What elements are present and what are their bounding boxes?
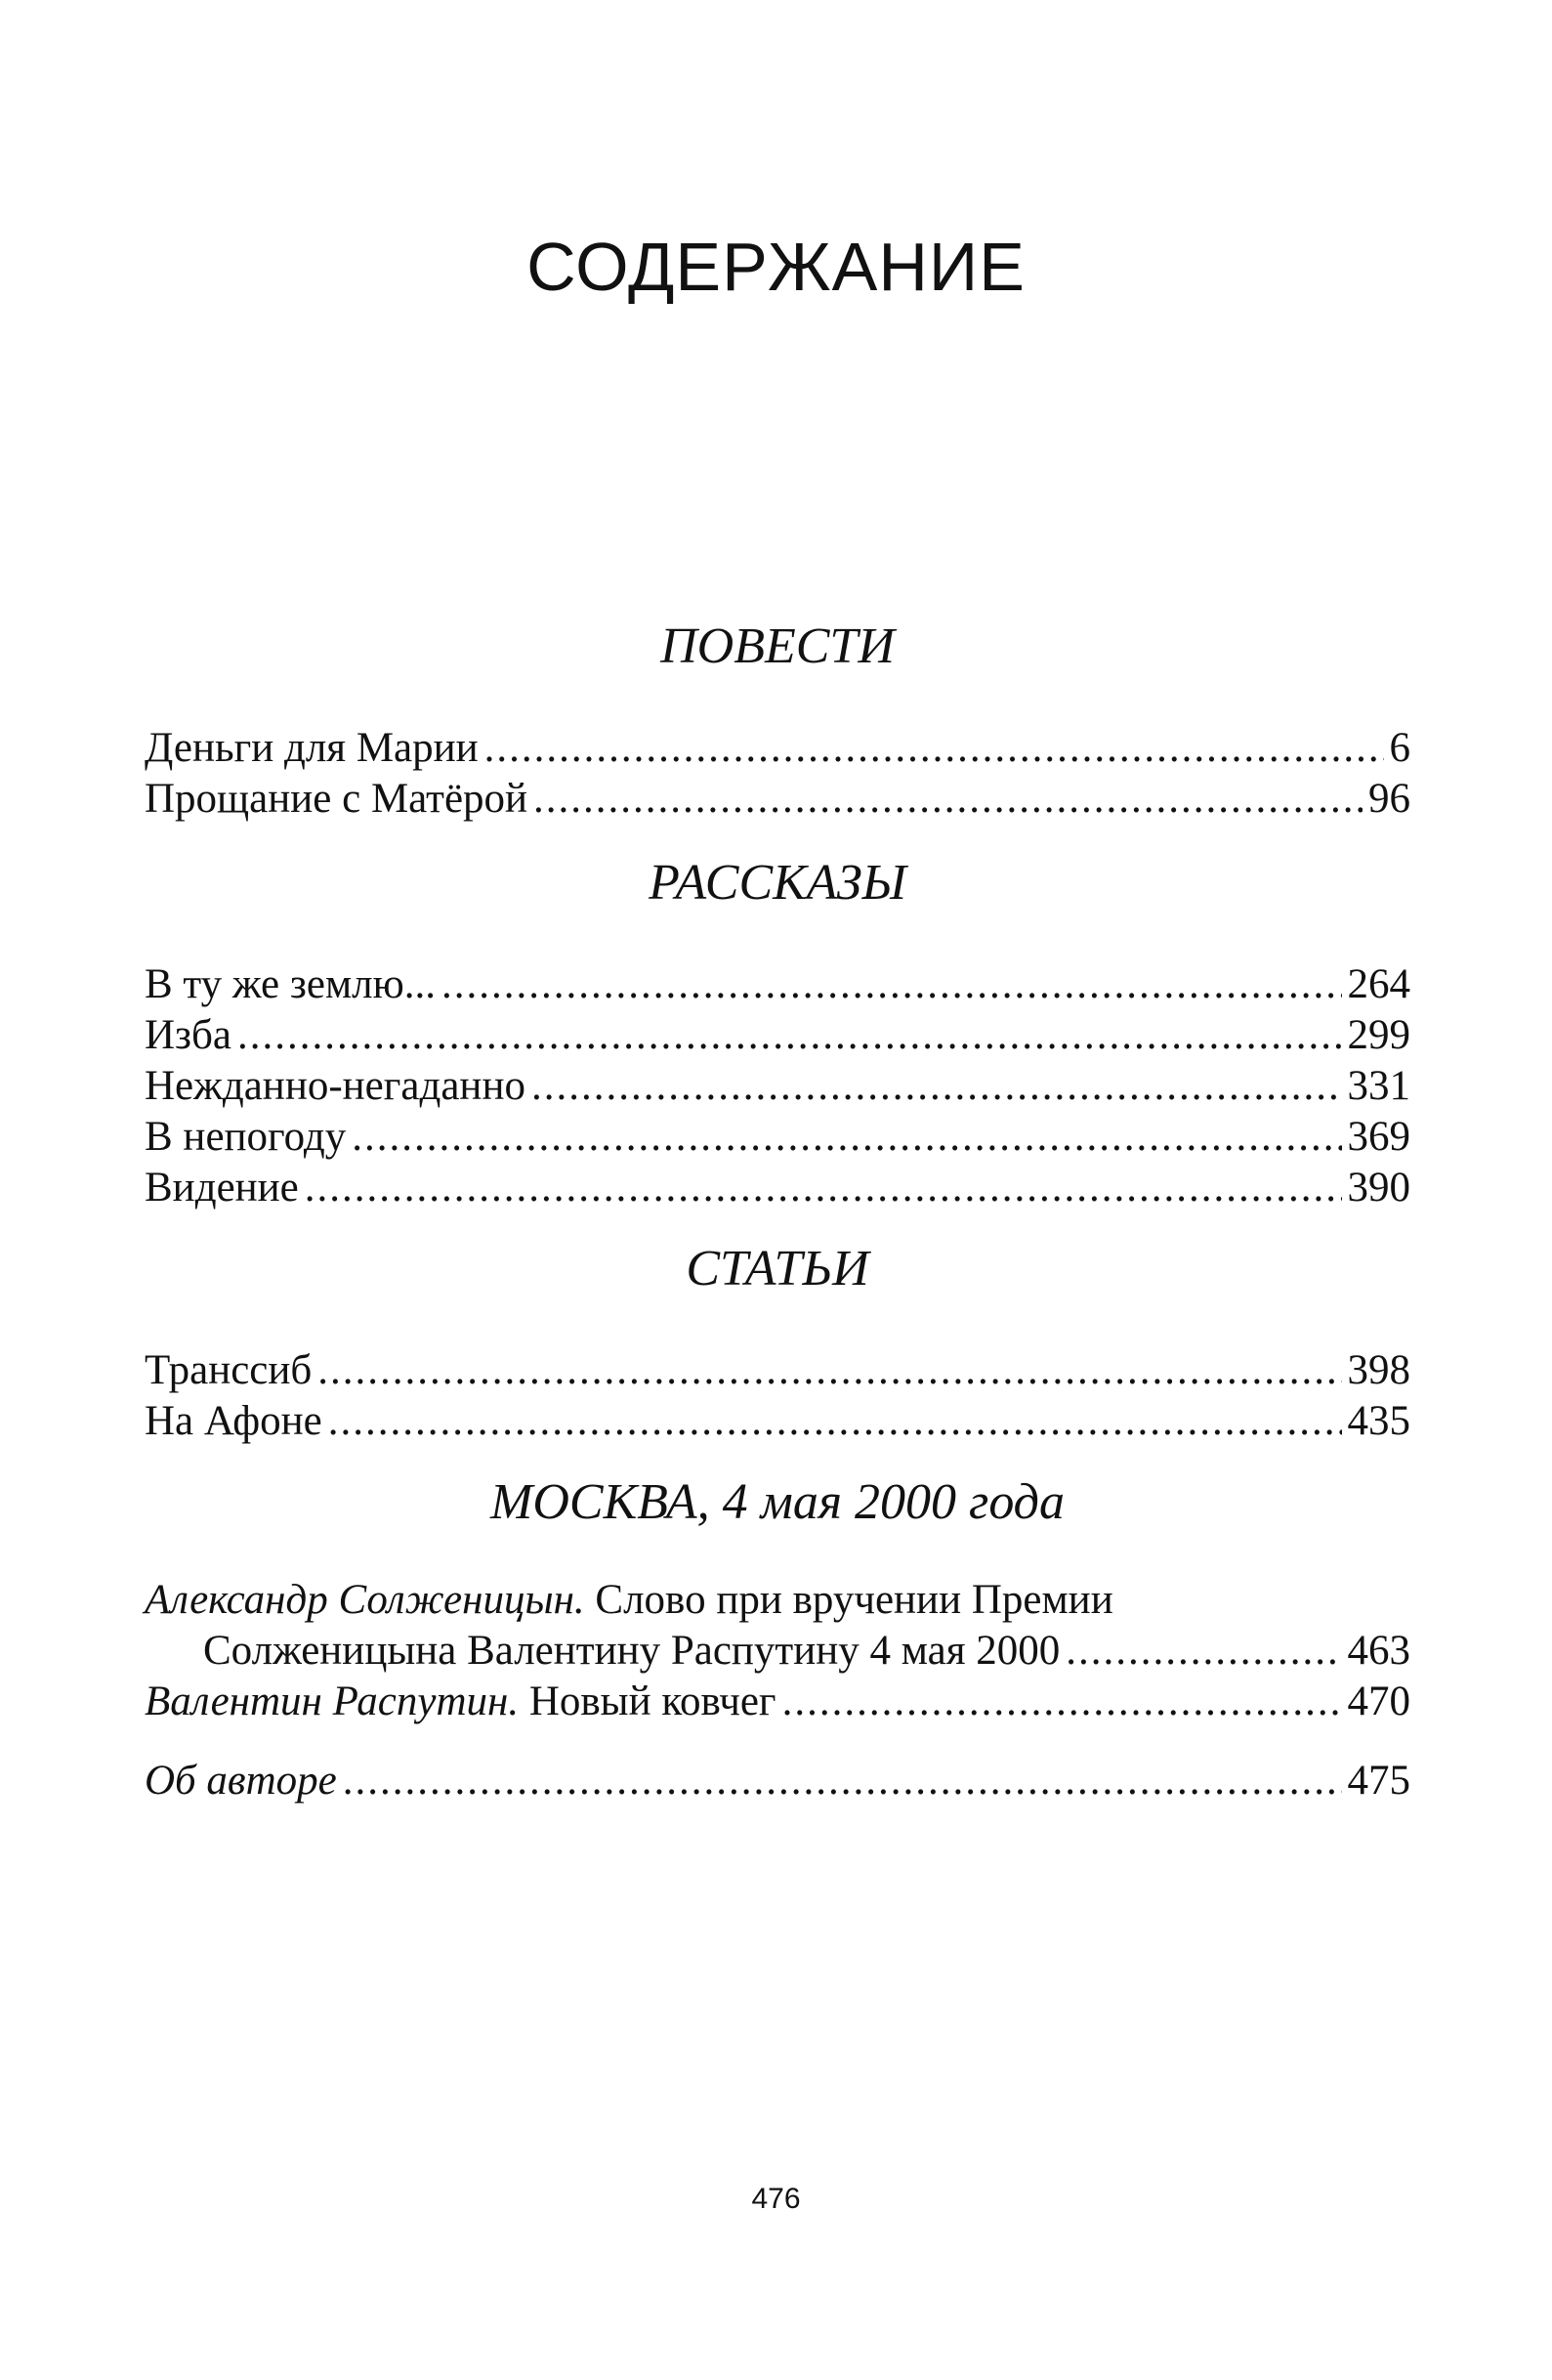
toc-entry[interactable] [145, 723, 1410, 774]
leader-dots [352, 1112, 1341, 1163]
entry-title: Изба [145, 1012, 232, 1058]
entry-page: 331 [1347, 1063, 1410, 1109]
section-heading: СТАТЬИ [686, 1241, 869, 1296]
entry-page: 6 [1389, 725, 1410, 771]
section-heading: МОСКВА, 4 мая 2000 года [490, 1474, 1065, 1530]
entry-page: 299 [1347, 1012, 1410, 1058]
entry-title: Прощание с Матёрой [145, 776, 528, 822]
toc-entry[interactable] [145, 774, 1410, 825]
toc-entry[interactable] [145, 1061, 1410, 1112]
entry-title [145, 1756, 337, 1806]
leader-dots [484, 723, 1384, 774]
entry-page: 96 [1368, 776, 1410, 822]
leader-dots [317, 1345, 1341, 1396]
entry-title: Слово при вручении Премии [595, 1577, 1113, 1623]
leader-dots [237, 1010, 1341, 1061]
spacer [1318, 1575, 1410, 1626]
entry-title: На Афоне [145, 1398, 322, 1444]
leader-dots [343, 1756, 1342, 1806]
entry-page: 398 [1347, 1347, 1410, 1393]
toc-entry[interactable] [145, 959, 1410, 1010]
section-povesti [145, 617, 1410, 825]
leader-dots [441, 959, 1342, 1010]
entry-title: В ту же землю... [145, 961, 436, 1007]
toc-entry[interactable] [145, 1345, 1410, 1396]
leader-dots [305, 1163, 1342, 1213]
entry-title: В непогоду [145, 1114, 347, 1160]
section-about [145, 1756, 1410, 1806]
entry-title-continued: Солженицына Валентину Распутину 4 мая 2000 [203, 1628, 1061, 1674]
entry-page: 463 [1347, 1628, 1410, 1674]
toc-entry[interactable] [145, 1010, 1410, 1061]
entry-author: Александр Солженицын. [145, 1577, 585, 1623]
about-label: Об авторе [145, 1758, 337, 1804]
toc-entry-multiline[interactable] [145, 1575, 1410, 1677]
leader-dots [1066, 1626, 1341, 1677]
section-stati [145, 1240, 1410, 1447]
section-rasskazy [145, 854, 1410, 1213]
entry-title: Видение [145, 1165, 299, 1211]
section-heading: ПОВЕСТИ [660, 618, 895, 674]
toc-entry[interactable] [145, 1677, 1410, 1727]
entry-page: 264 [1347, 961, 1410, 1007]
entry-title: Деньги для Марии [145, 725, 479, 771]
entry-page: 435 [1347, 1398, 1410, 1444]
leader-dots [531, 1061, 1342, 1112]
entry-title: Нежданно-негаданно [145, 1063, 525, 1109]
toc-entry[interactable] [145, 1396, 1410, 1447]
entry-continuation [145, 1626, 1410, 1677]
section-heading: РАССКАЗЫ [649, 855, 906, 911]
entry-page: 390 [1347, 1165, 1410, 1211]
entry-title-group [145, 1677, 776, 1727]
entry-first-line [145, 1575, 1410, 1626]
page-title: СОДЕРЖАНИЕ [526, 229, 1026, 305]
toc-entry[interactable] [145, 1112, 1410, 1163]
leader-dots [782, 1677, 1342, 1727]
entry-page: 475 [1347, 1758, 1410, 1804]
leader-dots [533, 774, 1363, 825]
entry-author: Валентин Распутин. [145, 1679, 520, 1724]
section-moskva [145, 1473, 1410, 1727]
page-number: 476 [751, 2183, 801, 2215]
leader-dots [328, 1396, 1342, 1447]
toc-entry[interactable] [145, 1756, 1410, 1806]
toc-entry[interactable] [145, 1163, 1410, 1213]
entry-first-line-text [145, 1575, 1113, 1626]
entry-title: Транссиб [145, 1347, 313, 1393]
entry-title: Новый ковчег [528, 1679, 776, 1724]
entry-page: 369 [1347, 1114, 1410, 1160]
entry-page: 470 [1347, 1679, 1410, 1724]
